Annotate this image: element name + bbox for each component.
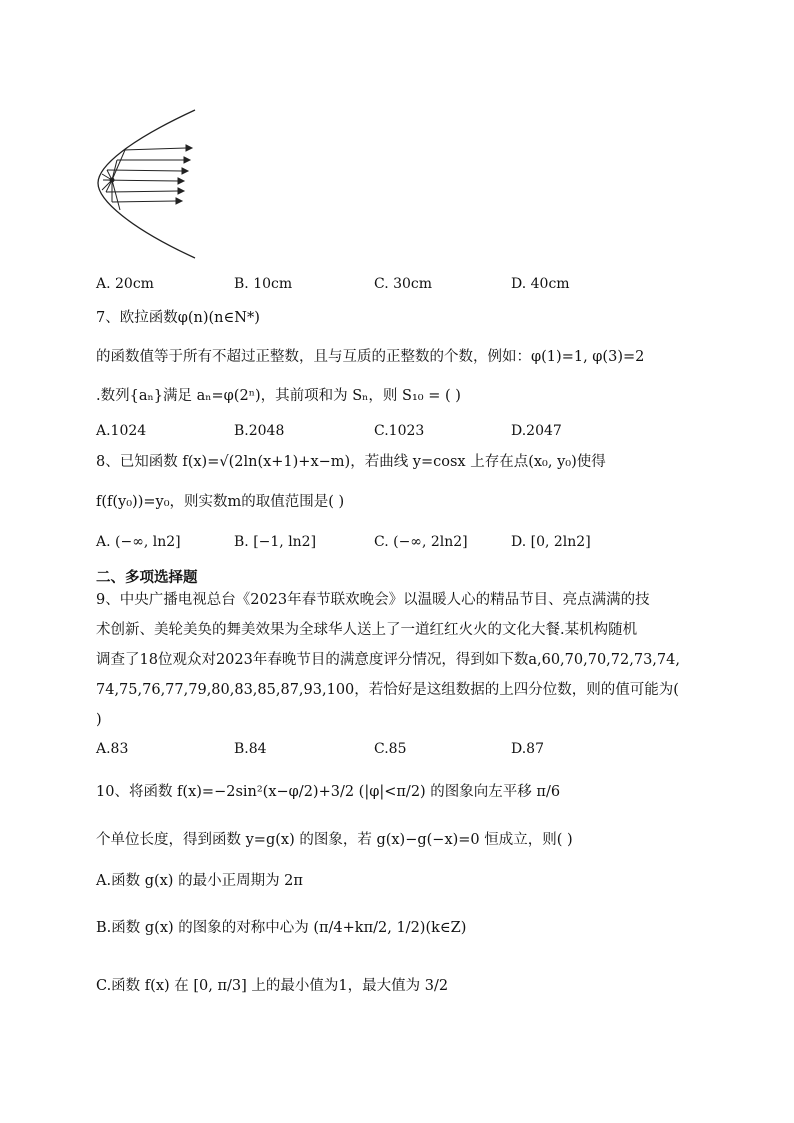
q9-stem-line5: ) [96, 712, 102, 728]
q8-option-b: B. [−1, ln2] [234, 534, 317, 550]
q9-stem-line1: 9、中央广播电视总台《2023年春节联欢晚会》以温暖人心的精品节目、亮点满满的技 [96, 592, 650, 608]
q6-option-b: B. 10cm [234, 276, 293, 292]
q10-stem-line1: 10、将函数 f(x)=−2sin²(x−φ/2)+3/2 (|φ|<π/2) 的图象向左平移 π/6 [96, 784, 561, 800]
q8-option-d: D. [0, 2ln2] [511, 534, 591, 550]
q7-stem-line3: .数列{aₙ}满足 aₙ=φ(2ⁿ)，其前项和为 Sₙ，则 S₁₀ = ( ) [96, 388, 461, 404]
q7-stem-line2: 的函数值等于所有不超过正整数，且与互质的正整数的个数，例如：φ(1)=1, φ(3)=2 [96, 349, 645, 365]
q6-option-a: A. 20cm [96, 276, 154, 292]
q9-option-c: C.85 [374, 741, 407, 757]
q7-option-d: D.2047 [511, 423, 562, 439]
q10-stem-line2: 个单位长度，得到函数 y=g(x) 的图象，若 g(x)−g(−x)=0 恒成立，则( ) [96, 832, 573, 848]
q8-stem-line1: 8、已知函数 f(x)=√(2ln(x+1)+x−m)，若曲线 y=cosx 上存在点(x₀, y₀)使得 [96, 454, 606, 470]
q9-stem-line2: 术创新、美轮美奂的舞美效果为全球华人送上了一道红红火火的文化大餐.某机构随机 [96, 622, 638, 638]
q6-option-c: C. 30cm [374, 276, 433, 292]
q9-stem-line3: 调查了18位观众对2023年春晚节目的满意度评分情况，得到如下数a,60,70,70,72,73,74, [96, 652, 680, 668]
q9-option-b: B.84 [234, 741, 267, 757]
q7-option-b: B.2048 [234, 423, 285, 439]
q7-stem-line1: 7、欧拉函数φ(n)(n∈N*) [96, 310, 260, 326]
q7-option-a: A.1024 [96, 423, 147, 439]
section-heading: 二、多项选择题 [96, 570, 198, 586]
parabola-reflector-figure [90, 108, 210, 264]
focus-point [110, 178, 115, 183]
q8-option-c: C. (−∞, 2ln2] [374, 534, 468, 550]
q8-option-a: A. (−∞, ln2] [96, 534, 181, 550]
q9-stem-line4: 74,75,76,77,79,80,83,85,87,93,100，若恰好是这组数据的上四分位数，则的值可能为( [96, 682, 679, 698]
q6-option-d: D. 40cm [511, 276, 570, 292]
q8-stem-line2: f(f(y₀))=y₀，则实数m的取值范围是( ) [96, 494, 345, 510]
q9-option-a: A.83 [96, 741, 129, 757]
light-rays [102, 145, 192, 210]
q10-option-b: B.函数 g(x) 的图象的对称中心为 (π/4+kπ/2, 1/2)(k∈Z) [96, 920, 467, 936]
q9-option-d: D.87 [511, 741, 544, 757]
q10-option-a: A.函数 g(x) 的最小正周期为 2π [96, 873, 303, 889]
q10-option-c: C.函数 f(x) 在 [0, π/3] 上的最小值为1，最大值为 3/2 [96, 978, 449, 994]
q7-option-c: C.1023 [374, 423, 425, 439]
